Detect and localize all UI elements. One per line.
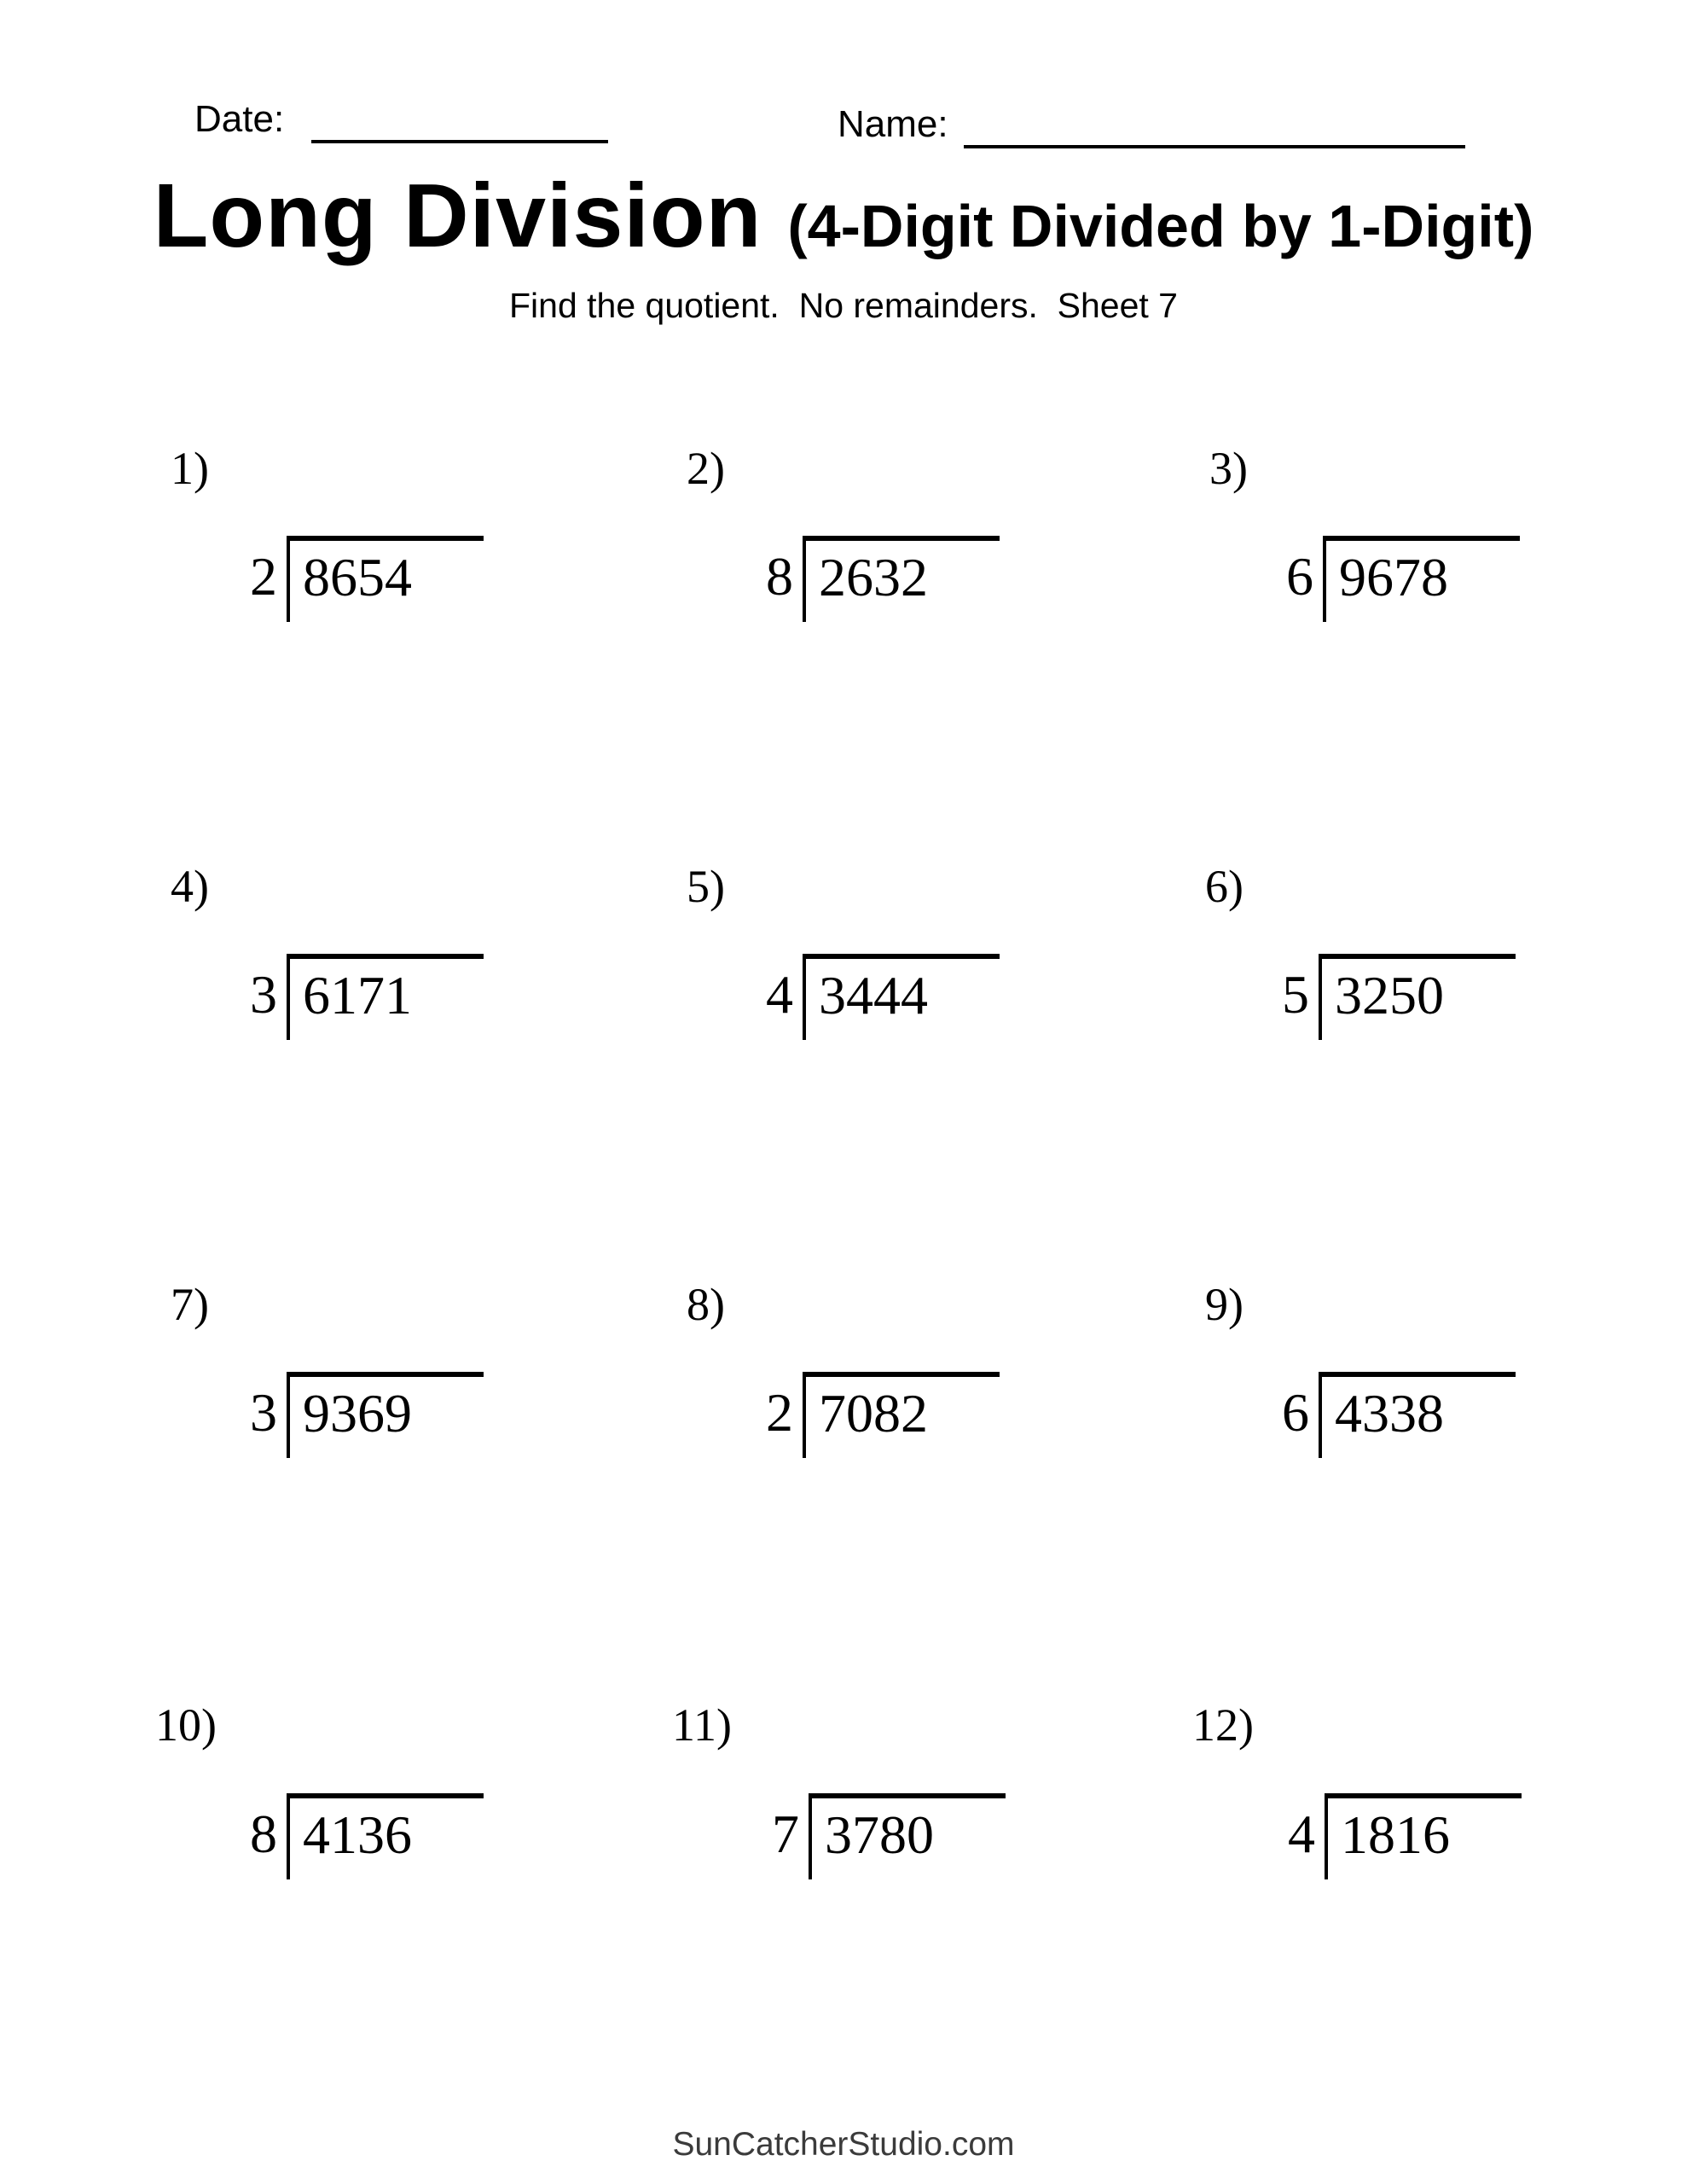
problem-10 — [250, 1793, 484, 1879]
problem-5 — [766, 954, 1000, 1040]
problem-4-number: 4) — [171, 861, 209, 912]
problem-1-divisor: 2 — [250, 546, 277, 607]
problem-3-number: 3) — [1209, 443, 1248, 494]
title-qualifier: (4-Digit Divided by 1-Digit) — [787, 193, 1534, 259]
problem-7-divisor: 3 — [250, 1382, 277, 1443]
problem-4 — [250, 954, 484, 1040]
division-bracket — [803, 954, 1000, 1040]
name-label: Name: — [838, 103, 948, 145]
division-bracket — [809, 1793, 1006, 1879]
problem-7-dividend: 9369 — [303, 1383, 412, 1443]
problem-9-dividend: 4338 — [1335, 1383, 1444, 1443]
problem-11-number: 11) — [672, 1699, 732, 1751]
problem-12 — [1288, 1793, 1522, 1879]
problem-9-divisor: 6 — [1282, 1382, 1309, 1443]
date-label: Date: — [194, 98, 285, 140]
problem-4-dividend: 6171 — [303, 965, 412, 1025]
division-bracket — [287, 1793, 484, 1879]
division-bracket — [1319, 1372, 1516, 1458]
problem-8 — [766, 1372, 1000, 1458]
division-bracket — [1319, 954, 1516, 1040]
problem-6 — [1282, 954, 1516, 1040]
problem-2 — [766, 536, 1000, 622]
problem-1 — [250, 536, 484, 622]
division-bracket — [287, 536, 484, 622]
problem-6-dividend: 3250 — [1335, 965, 1444, 1025]
footer-site-credit: SunCatcherStudio.com — [672, 2126, 1015, 2163]
problem-12-divisor: 4 — [1288, 1804, 1315, 1864]
problem-11 — [772, 1793, 1006, 1879]
problem-5-dividend: 3444 — [819, 965, 928, 1025]
problem-2-dividend: 2632 — [819, 547, 928, 607]
problem-1-number: 1) — [171, 443, 209, 494]
problem-11-divisor: 7 — [772, 1804, 799, 1864]
problem-7 — [250, 1372, 484, 1458]
problem-1-dividend: 8654 — [303, 547, 412, 607]
problem-3-dividend: 9678 — [1339, 547, 1448, 607]
problem-9 — [1282, 1372, 1516, 1458]
problem-8-number: 8) — [687, 1279, 725, 1330]
division-bracket — [1325, 1793, 1522, 1879]
division-bracket — [1323, 536, 1520, 622]
division-bracket — [803, 1372, 1000, 1458]
problem-7-number: 7) — [171, 1279, 209, 1330]
page-title — [0, 166, 1687, 266]
problem-8-divisor: 2 — [766, 1382, 793, 1443]
problem-2-divisor: 8 — [766, 546, 793, 607]
problem-12-number: 12) — [1192, 1699, 1254, 1751]
problem-6-divisor: 5 — [1282, 964, 1309, 1025]
problem-10-divisor: 8 — [250, 1804, 277, 1864]
problem-10-dividend: 4136 — [303, 1804, 412, 1865]
problem-4-divisor: 3 — [250, 964, 277, 1025]
problem-6-number: 6) — [1205, 861, 1244, 912]
problem-2-number: 2) — [687, 443, 725, 494]
problem-10-number: 10) — [155, 1699, 217, 1751]
name-fill-line[interactable] — [964, 145, 1465, 148]
division-bracket — [803, 536, 1000, 622]
problem-5-number: 5) — [687, 861, 725, 912]
problem-11-dividend: 3780 — [825, 1804, 934, 1865]
division-bracket — [287, 1372, 484, 1458]
date-fill-line[interactable] — [311, 140, 608, 143]
title-main: Long Division — [153, 166, 762, 266]
problem-9-number: 9) — [1205, 1279, 1244, 1330]
problem-3-divisor: 6 — [1286, 546, 1313, 607]
division-bracket — [287, 954, 484, 1040]
problem-8-dividend: 7082 — [819, 1383, 928, 1443]
instructions-text: Find the quotient. No remainders. Sheet 7 — [508, 286, 1178, 325]
problem-5-divisor: 4 — [766, 964, 793, 1025]
problem-3 — [1286, 536, 1520, 622]
problem-12-dividend: 1816 — [1341, 1804, 1450, 1865]
